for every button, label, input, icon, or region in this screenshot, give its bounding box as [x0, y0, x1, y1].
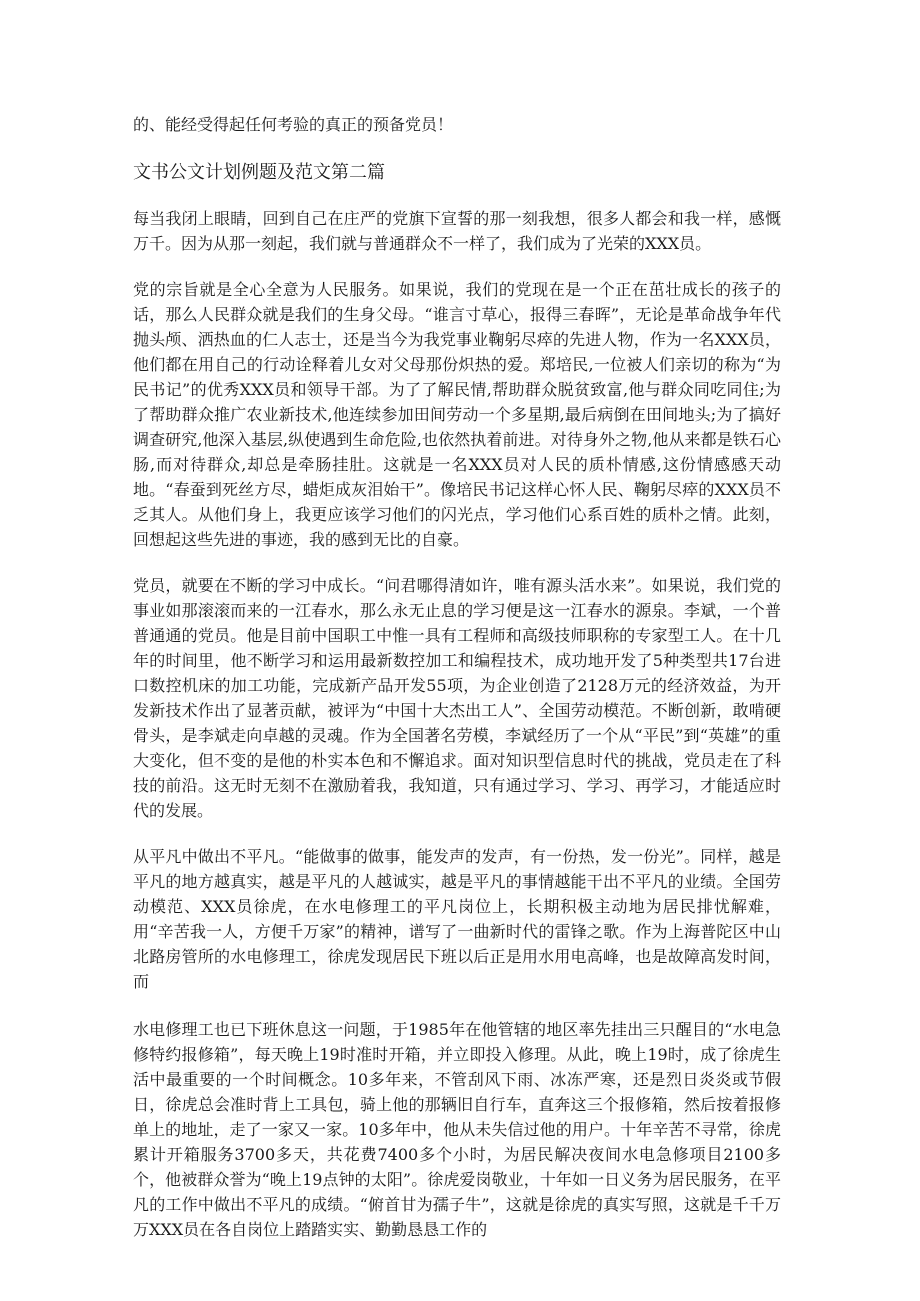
document-page	[133, 112, 781, 1242]
paragraph-4: 从平凡中做出不平凡。“能做事的做事，能发声的发声，有一份热，发一份光”。同样，越是平凡的地方越真实，越是平凡的人越诚实，越是平凡的事情越能干出不平凡的业绩。全国劳动模范、XXX员徐虎，在水电修理工的平凡岗位上，长期积极主动地为居民排忧解难，用“辛苦我一人，方便千万家”的精神，谱写了一曲新时代的雷锋之歌。作为上海普陀区中山北路房管所的水电修理工，徐虎发现居民下班以后正是用水用电高峰，也是故障高发时间，而	[133, 847, 781, 991]
lead-text: 的、能经受得起任何考验的真正的预备党员！	[133, 115, 454, 134]
paragraph-1: 每当我闭上眼睛，回到自己在庄严的党旗下宣誓的那一刻我想，很多人都会和我一样，感慨万千。因为从那一刻起，我们就与普通群众不一样了，我们成为了光荣的XXX员。	[133, 209, 781, 253]
paragraph-3: 党员，就要在不断的学习中成长。“问君哪得清如许，唯有源头活水来”。如果说，我们党的事业如那滚滚而来的一江春水，那么永无止息的学习便是这一江春水的源泉。李斌，一个普普通通的党员。他是目前中国职工中惟一具有工程师和高级技师职称的专家型工人。在十几年的时间里，他不断学习和运用最新数控加工和编程技术，成功地开发了5种类型共17台进口数控机床的加工功能，完成新产品开发55项，为企业创造了2128万元的经济效益，为开发新技术作出了显著贡献，被评为“中国十大杰出工人”、全国劳动模范。不断创新，敢啃硬骨头，是李斌走向卓越的灵魂。作为全国著名劳模，李斌经历了一个从“平民”到“英雄”的重大变化，但不变的是他的朴实本色和不懈追求。面对知识型信息时代的挑战，党员走在了科技的前沿。这无时无刻不在激励着我，我知道，只有通过学习、学习、再学习，才能适应时代的发展。	[133, 576, 781, 820]
paragraph-5: 水电修理工也已下班休息这一问题，于1985年在他管辖的地区率先挂出三只醒目的“水电急修特约报修箱”，每天晚上19时准时开箱，并立即投入修理。从此，晚上19时，成了徐虎生活中最重要的一个时间概念。10多年来，不管刮风下雨、冰冻严寒，还是烈日炎炎或节假日，徐虎总会准时背上工具包，骑上他的那辆旧自行车，直奔这三个报修箱，然后按着报修单上的地址，走了一家又一家。10多年中，他从未失信过他的用户。十年辛苦不寻常，徐虎累计开箱服务3700多天，共花费7400多个小时，为居民解决夜间水电急修项目2100多个，他被群众誉为“晚上19点钟的太阳”。徐虎爱岗敬业，十年如一日义务为居民服务，在平凡的工作中做出不平凡的成绩。“俯首甘为孺子牛”，这就是徐虎的真实写照，这就是千千万万XXX员在各自岗位上踏踏实实、勤勤恳恳工作的	[133, 1020, 781, 1239]
section-title: 文书公文计划例题及范文第二篇	[133, 162, 385, 183]
paragraph-2: 党的宗旨就是全心全意为人民服务。如果说，我们的党现在是一个正在茁壮成长的孩子的话，那么人民群众就是我们的生身父母。“谁言寸草心，报得三春晖”，无论是革命战争年代抛头颅、洒热血的仁人志士，还是当今为我党事业鞠躬尽瘁的先进人物，作为一名XXX员，他们都在用自己的行动诠释着儿女对父母那份炽热的爱。郑培民,一位被人们亲切的称为“为民书记”的优秀XXX员和领导干部。为了了解民情,帮助群众脱贫致富,他与群众同吃同住;为了帮助群众推广农业新技术,他连续参加田间劳动一个多星期,最后病倒在田间地头;为了搞好调查研究,他深入基层,纵使遇到生命危险,也依然执着前进。对待身外之物,他从来都是铁石心肠,而对待群众,却总是牵肠挂肚。这就是一名XXX员对人民的质朴情感,这份情感感天动地。“春蚕到死丝方尽，蜡炬成灰泪始干”。像培民书记这样心怀人民、鞠躬尽瘁的XXX员不乏其人。从他们身上，我更应该学习他们的闪光点，学习他们心系百姓的质朴之情。此刻，回想起这些先进的事迹，我的感到无比的自豪。	[133, 280, 781, 549]
